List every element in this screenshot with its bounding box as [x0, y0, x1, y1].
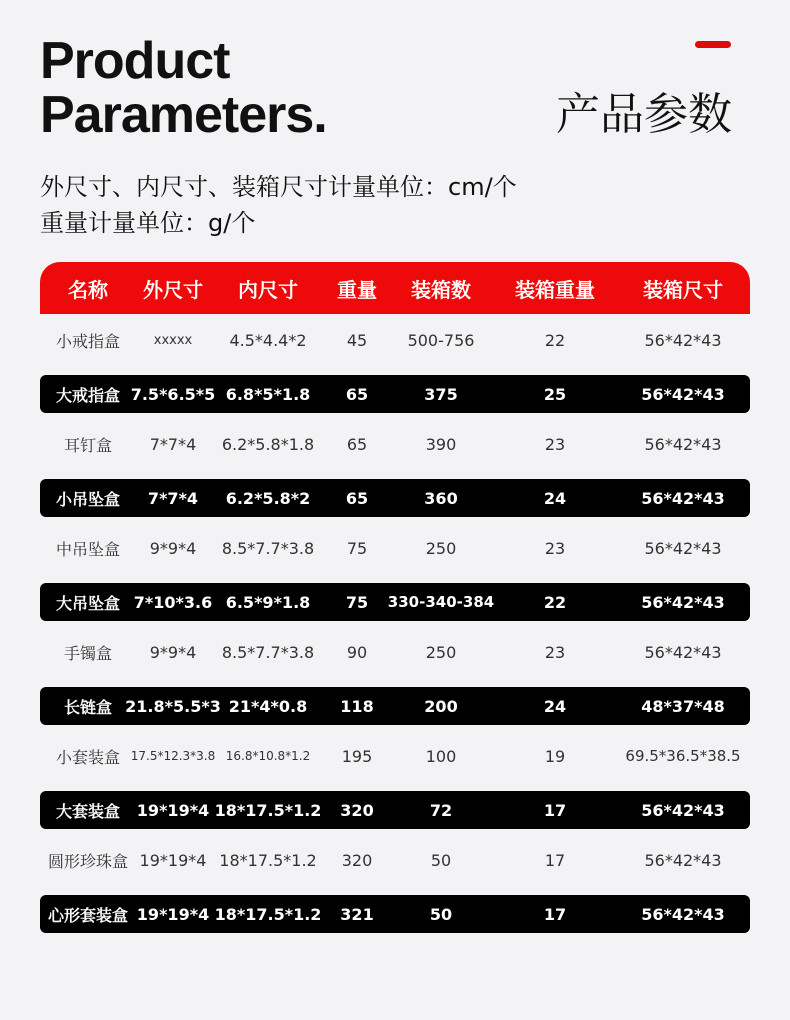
cell-carton-weight: 17 — [543, 904, 567, 924]
cell-carton-size: 56*42*43 — [644, 642, 722, 662]
cell-inner-size: 6.8*5*1.8 — [225, 384, 311, 404]
table-row — [40, 418, 750, 470]
cell-name: 小戒指盒 — [55, 331, 121, 351]
cell-weight: 45 — [346, 330, 368, 350]
cell-carton-qty: 250 — [425, 538, 457, 558]
cell-carton-weight: 24 — [543, 488, 567, 508]
cell-carton-qty: 200 — [424, 696, 458, 716]
cell-carton-weight: 25 — [543, 384, 567, 404]
title-line-2: Parameters. — [40, 86, 327, 144]
cell-carton-weight: 23 — [544, 538, 566, 558]
table-row — [40, 782, 750, 834]
cell-name: 小吊坠盒 — [55, 489, 121, 509]
column-header-carton-weight: 装箱重量 — [515, 277, 595, 302]
cell-carton-size: 56*42*43 — [641, 488, 725, 508]
cell-carton-qty: 390 — [425, 434, 457, 454]
cell-outer-size: 7*10*3.6 — [133, 592, 213, 612]
cell-name: 心形套装盒 — [47, 905, 129, 925]
cell-weight: 320 — [340, 800, 374, 820]
cell-inner-size: 6.2*5.8*2 — [225, 488, 311, 508]
column-header-weight: 重量 — [337, 277, 377, 302]
cell-outer-size: 17.5*12.3*3.8 — [130, 749, 216, 763]
cell-outer-size: 7*7*4 — [149, 434, 197, 454]
cell-weight: 65 — [345, 384, 369, 404]
cell-carton-weight: 19 — [544, 746, 566, 766]
cell-carton-weight: 22 — [544, 330, 566, 350]
cell-outer-size: 9*9*4 — [149, 538, 197, 558]
cell-carton-weight: 22 — [543, 592, 567, 612]
column-header-carton-qty: 装箱数 — [411, 277, 471, 302]
cell-carton-weight: 17 — [543, 800, 567, 820]
cell-outer-size: 9*9*4 — [149, 642, 197, 662]
cell-name: 小套装盒 — [55, 747, 121, 767]
cell-outer-size: 21.8*5.5*3 — [125, 696, 221, 716]
cell-carton-qty: 72 — [429, 800, 453, 820]
table-row — [40, 626, 750, 678]
cell-carton-size: 56*42*43 — [641, 384, 725, 404]
cell-carton-weight: 23 — [544, 642, 566, 662]
table-row — [40, 730, 750, 782]
cell-name: 手镯盒 — [63, 643, 113, 663]
table-row — [40, 678, 750, 730]
cell-carton-weight: 23 — [544, 434, 566, 454]
cell-carton-qty: 360 — [424, 488, 458, 508]
cell-outer-size: xxxxx — [153, 332, 193, 348]
cell-weight: 118 — [340, 696, 374, 716]
cell-carton-qty: 50 — [429, 904, 453, 924]
cell-name: 耳钉盒 — [63, 435, 113, 455]
cell-carton-qty: 250 — [425, 642, 457, 662]
cell-weight: 321 — [340, 904, 374, 924]
cell-inner-size: 4.5*4.4*2 — [229, 330, 307, 350]
cell-carton-size: 48*37*48 — [641, 696, 725, 716]
cell-weight: 65 — [346, 434, 368, 454]
cell-name: 长链盒 — [63, 697, 113, 717]
cell-inner-size: 8.5*7.7*3.8 — [221, 538, 315, 558]
cell-inner-size: 6.5*9*1.8 — [225, 592, 311, 612]
cell-carton-size: 56*42*43 — [641, 800, 725, 820]
column-header-inner-size: 内尺寸 — [238, 277, 298, 302]
chinese-title: 产品参数 — [556, 89, 732, 140]
cell-inner-size: 6.2*5.8*1.8 — [221, 434, 315, 454]
cell-outer-size: 19*19*4 — [136, 904, 210, 924]
cell-outer-size: 19*19*4 — [139, 850, 207, 870]
cell-carton-size: 69.5*36.5*38.5 — [625, 747, 741, 765]
cell-weight: 75 — [346, 538, 368, 558]
cell-outer-size: 19*19*4 — [136, 800, 210, 820]
cell-carton-size: 56*42*43 — [641, 904, 725, 924]
cell-carton-qty: 500-756 — [407, 330, 475, 350]
cell-outer-size: 7.5*6.5*5 — [130, 384, 216, 404]
cell-weight: 320 — [341, 850, 373, 870]
cell-weight: 65 — [345, 488, 369, 508]
column-header-carton-size: 装箱尺寸 — [643, 277, 723, 302]
cell-carton-size: 56*42*43 — [644, 538, 722, 558]
cell-carton-weight: 24 — [543, 696, 567, 716]
cell-weight: 90 — [346, 642, 368, 662]
cell-inner-size: 18*17.5*1.2 — [214, 800, 322, 820]
column-header-name: 名称 — [68, 277, 108, 302]
cell-outer-size: 7*7*4 — [147, 488, 199, 508]
table-row — [40, 366, 750, 418]
page-title — [40, 34, 327, 142]
cell-carton-size: 56*42*43 — [644, 850, 722, 870]
cell-carton-size: 56*42*43 — [644, 330, 722, 350]
table-row — [40, 574, 750, 626]
unit-note-dimensions: 外尺寸、内尺寸、装箱尺寸计量单位：cm/个 — [40, 173, 517, 201]
table-row — [40, 522, 750, 574]
cell-carton-qty: 100 — [425, 746, 457, 766]
accent-dash — [695, 41, 731, 48]
parameter-table — [40, 262, 750, 938]
cell-inner-size: 18*17.5*1.2 — [214, 904, 322, 924]
cell-name: 大吊坠盒 — [55, 593, 121, 613]
cell-carton-qty: 375 — [424, 384, 458, 404]
cell-carton-qty: 330-340-384 — [387, 593, 495, 611]
cell-name: 大戒指盒 — [55, 385, 121, 405]
cell-name: 圆形珍珠盒 — [47, 851, 129, 871]
cell-name: 大套装盒 — [55, 801, 121, 821]
cell-carton-size: 56*42*43 — [641, 592, 725, 612]
cell-inner-size: 16.8*10.8*1.2 — [225, 749, 311, 763]
table-header — [40, 262, 750, 314]
title-line-1: Product — [40, 32, 230, 90]
column-header-outer-size: 外尺寸 — [143, 277, 203, 302]
unit-note-weight: 重量计量单位：g/个 — [40, 209, 256, 237]
table-row — [40, 834, 750, 886]
cell-inner-size: 8.5*7.7*3.8 — [221, 642, 315, 662]
cell-name: 中吊坠盒 — [55, 539, 121, 559]
cell-inner-size: 21*4*0.8 — [228, 696, 308, 716]
cell-carton-weight: 17 — [544, 850, 566, 870]
cell-carton-qty: 50 — [430, 850, 452, 870]
cell-inner-size: 18*17.5*1.2 — [219, 850, 317, 870]
table-row — [40, 470, 750, 522]
cell-weight: 195 — [341, 746, 373, 766]
cell-weight: 75 — [345, 592, 369, 612]
table-row — [40, 886, 750, 938]
cell-carton-size: 56*42*43 — [644, 434, 722, 454]
table-row — [40, 314, 750, 366]
